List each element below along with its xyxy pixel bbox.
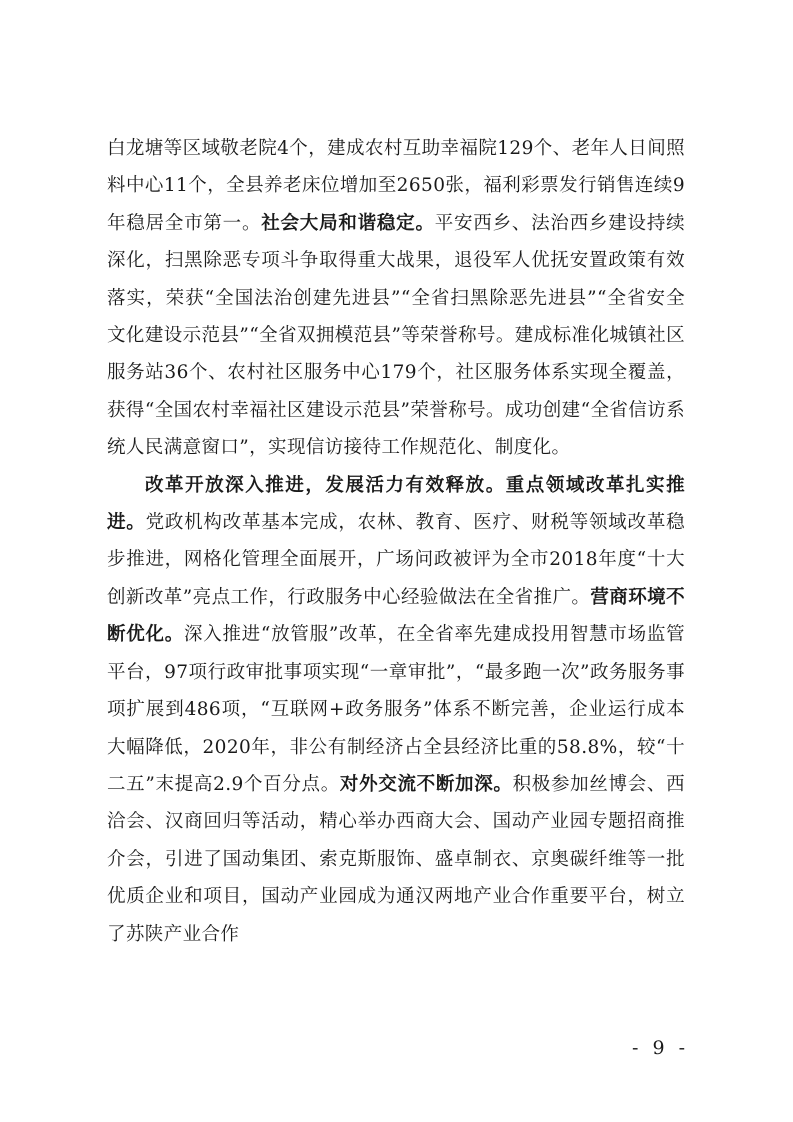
paragraph-2 bbox=[107, 467, 685, 953]
paragraph-1-run-3: 平安西乡、法治西乡建设持续深化，扫黑除恶专项斗争取得重大战果，退役军人优抚安置政策有效落实，荣获“全国法治创建先进县”“全省扫黑除恶先进县”“全省安全文化建设示范县”“全省双拥模范县”等荣誉称号。建成标准化城镇社区服务站36个、农村社区服务中心179个，社区服务体系实现全覆盖，获得“全国农村幸福社区建设示范县”荣誉称号。成功创建“全省信访系统人民满意窗口”，实现信访接待工作规范化、制度化。 bbox=[107, 212, 685, 459]
heading-business-environment: 营商环境不断优化。 bbox=[107, 586, 685, 646]
heading-reform-opening: 改革开放深入推进，发展活力有效释放。重点领域改革扎实推进。 bbox=[107, 474, 685, 534]
heading-external-exchange: 对外交流不断加深。 bbox=[339, 773, 513, 795]
paragraph-2-run-2: 党政机构改革基本完成，农林、教育、医疗、财税等领域改革稳步推进，网格化管理全面展开，广场问政被评为全市2018年度“十大创新改革”亮点工作，行政服务中心经验做法在全省推广。 bbox=[107, 512, 685, 608]
paragraph-1-run-1: 白龙塘等区域敬老院4个，建成农村互助幸福院129个、老年人日间照料中心11个，全县养老床位增加至2650张，福利彩票发行销售连续9年稳居全市第一。 bbox=[107, 138, 685, 234]
paragraph-2-run-4: 深入推进“放管服”改革，在全省率先建成投用智慧市场监管平台，97项行政审批事项实现“一章审批”，“最多跑一次”政务服务事项扩展到486项，“互联网+政务服务”体系不断完善，企业运行成本大幅降低，2020年，非公有制经济占全县经济比重的58.8%，较“十二五”末提高2.9个百分点。 bbox=[107, 624, 686, 795]
page-number: - 9 - bbox=[632, 1037, 690, 1059]
paragraph-1 bbox=[107, 130, 685, 467]
heading-social-stability: 社会大局和谐稳定。 bbox=[261, 212, 435, 234]
paragraph-2-run-6: 积极参加丝博会、西洽会、汉商回归等活动，精心举办西商大会、国动产业园专题招商推介会，引进了国动集团、索克斯服饰、盛卓制衣、京奥碳纤维等一批优质企业和项目，国动产业园成为通汉两地产业合作重要平台，树立了苏陕产业合作 bbox=[107, 773, 685, 945]
body-text bbox=[107, 130, 685, 953]
